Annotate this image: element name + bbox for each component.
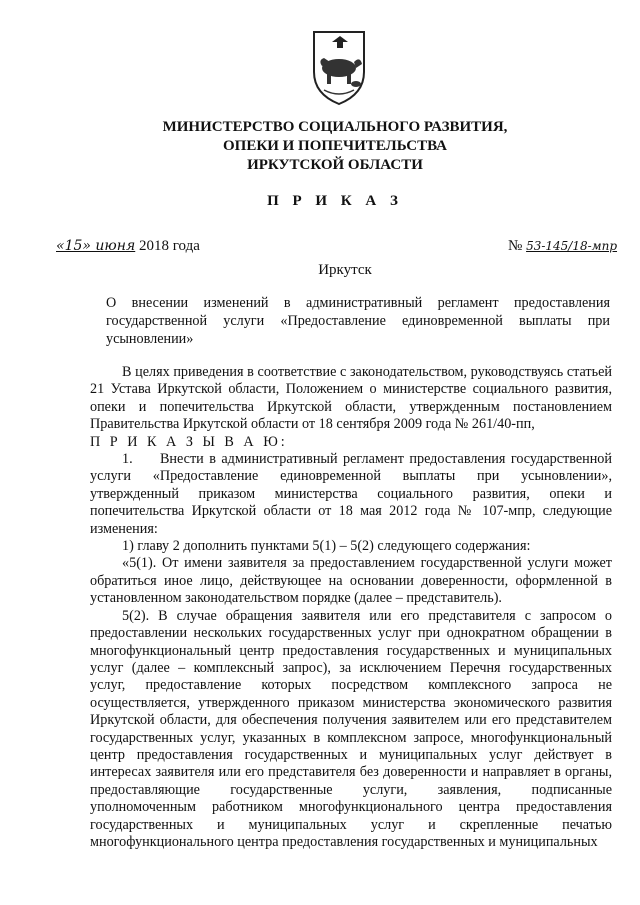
preamble-paragraph: В целях приведения в соответствие с законодательством, руководствуясь статьей 21 Устава Иркутской области, Положением о министерстве социального развития, опеки и попечительства Иркутской области, утвержденным постановлением Правительства Иркутской области от 18 сентября 2009 года № 261/40-пп, <box>90 364 612 433</box>
document-title: П Р И К А З <box>267 193 403 209</box>
document-date <box>56 238 200 255</box>
order-word: П Р И К А З Ы В А Ю: <box>90 433 288 450</box>
number-prefix: № <box>508 238 523 254</box>
header-line-3: ИРКУТСКОЙ ОБЛАСТИ <box>247 157 423 173</box>
document-body <box>90 364 612 851</box>
paragraph-5-2: 5(2). В случае обращения заявителя или его представителя с запросом о предоставлении нескольких государственных услуг при однократном обращении в многофункциональный центр предоставления государственных и муниципальных услуг (далее – комплексный запрос), за исключением Перечня государственных услуг, предоставление которых посредством комплексного запроса не осуществляется, утвержденного приказом министерства экономического развития Иркутской области, для обеспечения получения заявителем или его представителем государственных услуг, указанных в комплексном запросе, многофункциональный центр предоставления государственных и муниципальных услуг действует в интересах заявителя или его представителя без доверенности и направляет в органы, предоставляющие государственные услуги, заявления, подписанные уполномоченным работником многофункционального центра предоставления государственных и муниципальных услуг и скрепленные печатью многофункционального центра предоставления государственных и муниципальных <box>90 607 612 850</box>
document-number <box>508 238 617 255</box>
item-1-paragraph: 1. Внести в административный регламент предоставления государственной услуги «Предоставление единовременной выплаты при усыновлении», утвержденный приказом министерства социального развития, опеки и попечительства Иркутской области от 18 мая 2012 года № 107-мпр, следующие изменения: <box>90 451 612 537</box>
handwritten-number: 53-145/18-мпр <box>526 239 618 253</box>
date-year: 2018 года <box>138 238 200 254</box>
document-subject: О внесении изменений в административный регламент предоставления государственной услуги «Предоставление единовременной выплаты при усыновлении» <box>106 295 610 347</box>
header-line-2: ОПЕКИ И ПОПЕЧИТЕЛЬСТВА <box>223 138 447 154</box>
header-line-1: МИНИСТЕРСТВО СОЦИАЛЬНОГО РАЗВИТИЯ, <box>162 119 508 135</box>
ministry-header <box>0 118 640 175</box>
document-city: Иркутск <box>318 262 372 278</box>
item-1-1-paragraph: 1) главу 2 дополнить пунктами 5(1) – 5(2) следующего содержания: <box>122 538 531 555</box>
handwritten-date: «15» июня <box>56 238 136 254</box>
coat-of-arms-icon <box>310 28 368 108</box>
paragraph-5-1: «5(1). От имени заявителя за предоставлением государственной услуги может обратиться иное лицо, действующее на основании доверенности, оформленной в установленном законодательством порядке (далее – представитель). <box>90 555 612 607</box>
